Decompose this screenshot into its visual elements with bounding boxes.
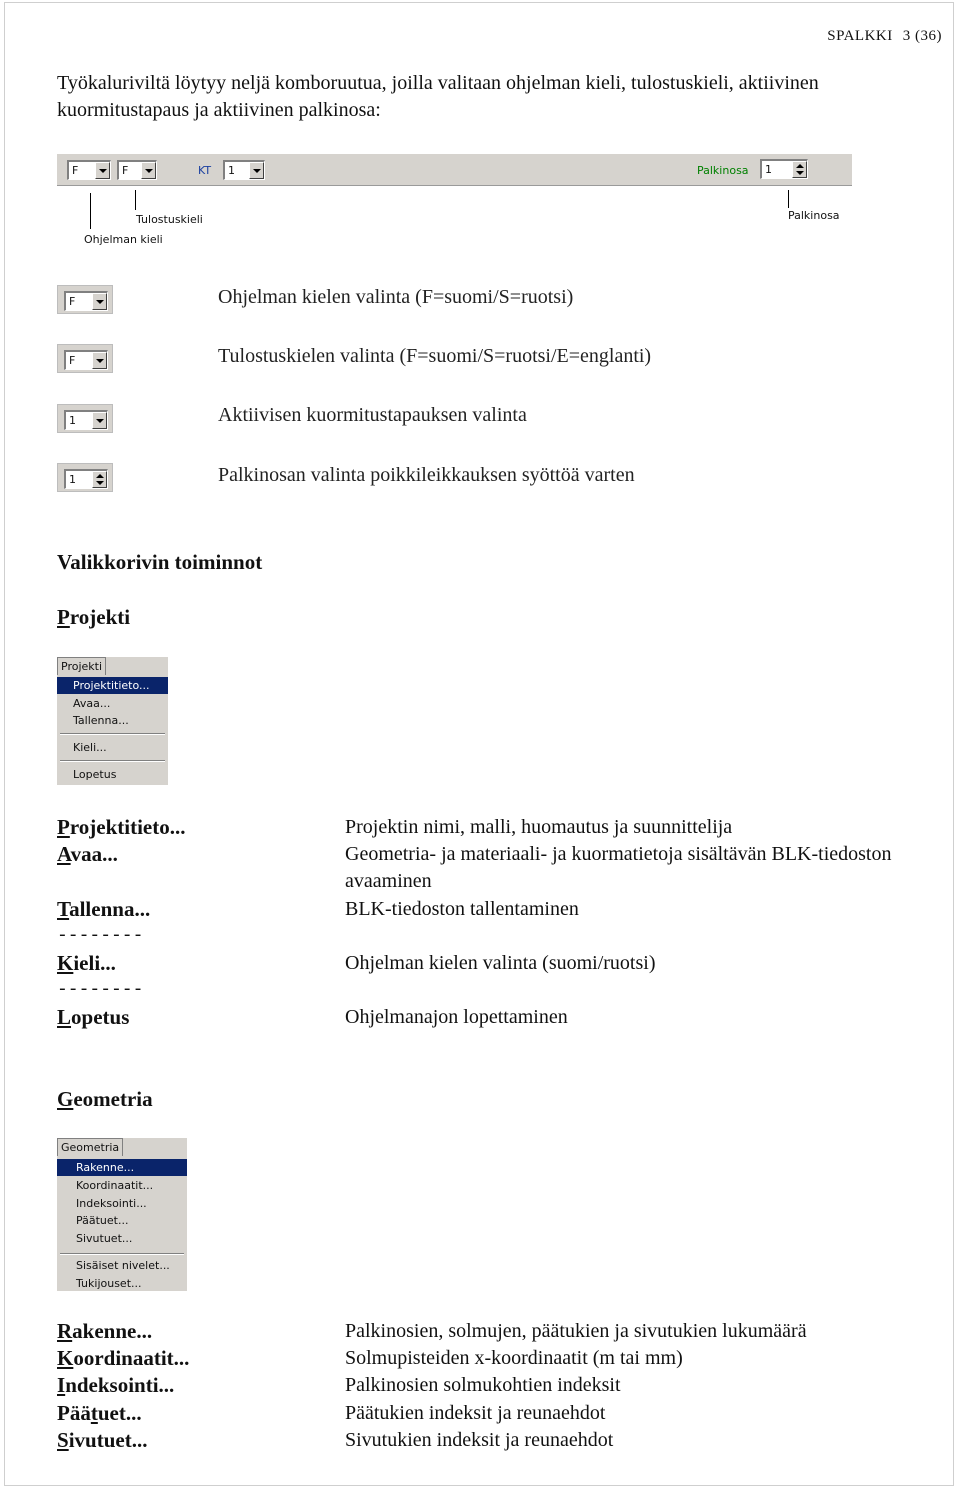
legend-combo bbox=[64, 410, 108, 430]
def-term-paatuet bbox=[57, 1401, 142, 1426]
def-term-key: A bbox=[57, 842, 71, 866]
projekti-title-rest: rojekti bbox=[69, 605, 131, 629]
legend-text-beam-part: Palkinosan valinta poikkileikkauksen syöttöä varten bbox=[218, 464, 635, 486]
menu-separator bbox=[60, 1253, 184, 1255]
separator-dashes: -------- bbox=[57, 980, 144, 1000]
def-desc-kieli: Ohjelman kielen valinta (suomi/ruotsi) bbox=[345, 952, 656, 974]
menu-item-sivutuet[interactable]: Sivutuet... bbox=[76, 1232, 133, 1245]
def-term-key: t bbox=[90, 1401, 98, 1425]
chevron-down-icon bbox=[92, 293, 107, 310]
projekti-menu bbox=[57, 657, 168, 785]
beam-part-spinner[interactable] bbox=[760, 159, 808, 179]
menu-item-paatuet[interactable]: Päätuet... bbox=[76, 1214, 129, 1227]
menu-item-avaa[interactable]: Avaa... bbox=[73, 697, 111, 710]
def-term-rest: opetus bbox=[71, 1005, 130, 1029]
def-desc-paatuet: Päätukien indeksit ja reunaehdot bbox=[345, 1402, 606, 1424]
menu-item-koordinaatit[interactable]: Koordinaatit... bbox=[76, 1179, 154, 1192]
chevron-down-icon[interactable] bbox=[141, 162, 156, 179]
section-title-menu-functions: Valikkorivin toiminnot bbox=[57, 550, 263, 574]
callout-output-language: Tulostuskieli bbox=[136, 213, 203, 226]
spinner-buttons bbox=[92, 471, 107, 488]
menu-separator bbox=[60, 760, 165, 762]
legend-text-load-case: Aktiivisen kuormitustapauksen valinta bbox=[218, 404, 527, 426]
projekti-title-first: P bbox=[57, 605, 70, 629]
program-language-value: F bbox=[72, 164, 79, 177]
menu-item-kieli[interactable]: Kieli... bbox=[73, 741, 107, 754]
arrow-up-icon[interactable] bbox=[796, 164, 804, 168]
def-term-rest: oordinaatit... bbox=[73, 1346, 190, 1370]
kt-label: KT bbox=[198, 164, 212, 177]
output-language-value: F bbox=[122, 164, 129, 177]
legend-spinner-value: 1 bbox=[69, 473, 76, 486]
def-term-rest: ndeksointi... bbox=[65, 1373, 175, 1397]
callout-line bbox=[135, 190, 136, 210]
def-desc-koordinaatit: Solmupisteiden x-koordinaatit (m tai mm) bbox=[345, 1347, 683, 1369]
def-term-lopetus bbox=[57, 1005, 129, 1030]
legend-combo-value: F bbox=[69, 354, 76, 367]
menu-separator bbox=[60, 733, 165, 735]
chevron-down-icon[interactable] bbox=[249, 162, 264, 179]
program-language-combo[interactable] bbox=[67, 160, 111, 180]
def-desc-tallenna: BLK-tiedoston tallentaminen bbox=[345, 898, 579, 920]
def-term-rest: akenne... bbox=[72, 1319, 153, 1343]
chevron-down-icon[interactable] bbox=[95, 162, 110, 179]
section-title-geometria bbox=[57, 1087, 153, 1112]
callout-program-language: Ohjelman kieli bbox=[84, 233, 163, 246]
legend-spinner bbox=[64, 469, 108, 489]
def-term-rest: ivutuet... bbox=[68, 1428, 148, 1452]
def-term-key: K bbox=[57, 951, 74, 975]
def-term-key: I bbox=[57, 1373, 66, 1397]
callout-line bbox=[90, 193, 91, 229]
def-term-rakenne bbox=[57, 1319, 152, 1344]
def-term-rest: rojektitieto... bbox=[69, 815, 186, 839]
def-term-pre: Pää bbox=[57, 1401, 91, 1425]
def-term-key: S bbox=[57, 1428, 69, 1452]
chevron-down-icon bbox=[92, 412, 107, 429]
menu-item-indeksointi[interactable]: Indeksointi... bbox=[76, 1197, 147, 1210]
toolbar-figure bbox=[57, 153, 852, 186]
def-term-sivutuet bbox=[57, 1428, 147, 1453]
callout-beam-part: Palkinosa bbox=[788, 209, 840, 222]
def-term-tallenna bbox=[57, 897, 150, 922]
menu-item-rakenne[interactable]: Rakenne... bbox=[57, 1159, 187, 1176]
projekti-menu-title[interactable]: Projekti bbox=[57, 657, 106, 675]
legend-text-output-language: Tulostuskielen valinta (F=suomi/S=ruotsi/E=englanti) bbox=[218, 345, 652, 367]
menu-item-tallenna[interactable]: Tallenna... bbox=[73, 714, 129, 727]
intro-paragraph: Työkaluriviltä löytyy neljä komboruutua, joilla valitaan ohjelman kieli, tulostuskieli, aktiivinen kuormitustapaus ja aktiivinen palkinosa: bbox=[57, 72, 819, 121]
page-header bbox=[817, 28, 942, 45]
def-term-kieli bbox=[57, 951, 116, 976]
arrow-up-icon bbox=[96, 474, 104, 478]
def-term-rest: allenna... bbox=[69, 897, 151, 921]
legend-combo-value: 1 bbox=[69, 414, 76, 427]
def-term-avaa bbox=[57, 842, 118, 867]
geometria-menu bbox=[57, 1138, 187, 1291]
def-term-indeksointi bbox=[57, 1373, 174, 1398]
def-term-key: K bbox=[57, 1346, 74, 1370]
menu-item-projektitieto[interactable]: Projektitieto... bbox=[57, 677, 168, 694]
geometria-menu-title[interactable]: Geometria bbox=[57, 1138, 123, 1156]
callout-line bbox=[788, 190, 789, 208]
def-desc-rakenne: Palkinosien, solmujen, päätukien ja sivutukien lukumäärä bbox=[345, 1320, 807, 1342]
def-term-rest: uet... bbox=[97, 1401, 142, 1425]
legend-icon-output-language bbox=[57, 344, 113, 373]
def-term-rest: ieli... bbox=[73, 951, 116, 975]
chevron-down-icon bbox=[92, 352, 107, 369]
page-number: 3 (36) bbox=[902, 28, 942, 44]
arrow-down-icon[interactable] bbox=[796, 171, 804, 175]
legend-combo bbox=[64, 291, 108, 311]
legend-icon-beam-part bbox=[57, 463, 113, 492]
def-term-key: L bbox=[57, 1005, 72, 1029]
def-term-key: P bbox=[57, 815, 70, 839]
spinner-buttons[interactable] bbox=[792, 161, 807, 178]
def-term-koordinaatit bbox=[57, 1346, 189, 1371]
load-case-combo[interactable] bbox=[223, 160, 265, 180]
def-desc-sivutuet: Sivutukien indeksit ja reunaehdot bbox=[345, 1429, 614, 1451]
def-desc-avaa: Geometria- ja materiaali- ja kuormatietoja sisältävän BLK-tiedoston avaaminen bbox=[345, 843, 892, 892]
palkinosa-label: Palkinosa bbox=[697, 164, 749, 177]
menu-item-sisaiset-nivelet[interactable]: Sisäiset nivelet... bbox=[76, 1259, 170, 1272]
legend-icon-program-language bbox=[57, 285, 113, 314]
arrow-down-icon bbox=[96, 481, 104, 485]
def-term-key: T bbox=[57, 897, 70, 921]
def-desc-lopetus: Ohjelmanajon lopettaminen bbox=[345, 1006, 568, 1028]
separator-dashes: -------- bbox=[57, 926, 144, 946]
def-term-key: R bbox=[57, 1319, 73, 1343]
legend-text-program-language: Ohjelman kielen valinta (F=suomi/S=ruotsi) bbox=[218, 286, 574, 308]
legend-combo-value: F bbox=[69, 295, 76, 308]
doc-name: SPALKKI bbox=[827, 28, 893, 44]
legend-icon-load-case bbox=[57, 404, 113, 433]
load-case-value: 1 bbox=[228, 164, 235, 177]
def-desc-indeksointi: Palkinosien solmukohtien indeksit bbox=[345, 1374, 621, 1396]
geometria-title-first: G bbox=[57, 1087, 74, 1111]
legend-combo bbox=[64, 350, 108, 370]
def-desc-projektitieto: Projektin nimi, malli, huomautus ja suunnittelija bbox=[345, 816, 733, 838]
menu-item-lopetus[interactable]: Lopetus bbox=[73, 768, 117, 781]
geometria-title-rest: eometria bbox=[73, 1087, 153, 1111]
output-language-combo[interactable] bbox=[117, 160, 157, 180]
section-title-projekti bbox=[57, 605, 130, 630]
def-term-rest: vaa... bbox=[70, 842, 118, 866]
menu-item-tukijouset[interactable]: Tukijouset... bbox=[76, 1277, 142, 1290]
beam-part-value: 1 bbox=[765, 163, 772, 176]
def-term-projektitieto bbox=[57, 815, 185, 840]
